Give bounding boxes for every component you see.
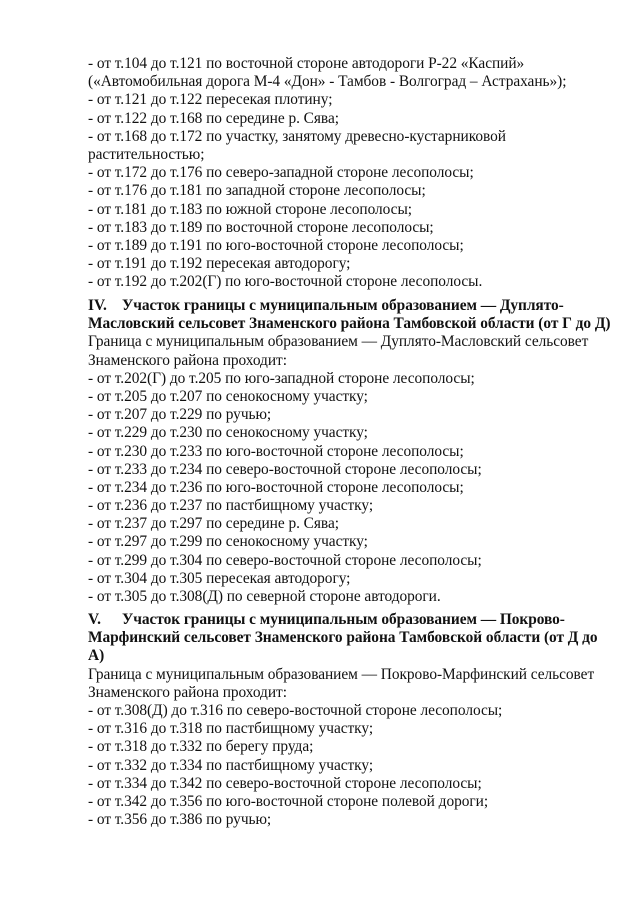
boundary-line: - от т.318 до т.332 по берегу пруда; [88, 738, 314, 756]
section-3-tail [88, 55, 618, 291]
boundary-line: - от т.297 до т.299 по сенокосному участку; [88, 533, 368, 551]
boundary-line: - от т.234 до т.236 по юго-восточной стороне лесополосы; [88, 478, 464, 496]
section-4-heading-text: Участок границы с муниципальным образованием — Дуплято- [122, 297, 564, 314]
boundary-line: - от т.172 до т.176 по северо-западной стороне лесополосы; [88, 164, 474, 182]
section-5-heading-line-3: А) [88, 647, 105, 665]
boundary-line: - от т.181 до т.183 по южной стороне лесополосы; [88, 200, 412, 218]
boundary-line: - от т.205 до т.207 по сенокосному участку; [88, 387, 368, 405]
boundary-line: - от т.236 до т.237 по пастбищному участку; [88, 497, 374, 515]
section-5-intro: Знаменского района проходит: [88, 683, 287, 701]
section-5-intro: Граница с муниципальным образованием — Покрово-Марфинский сельсовет [88, 665, 595, 683]
boundary-line: - от т.229 до т.230 по сенокосному участку; [88, 424, 368, 442]
section-5-heading-line-2: Марфинский сельсовет Знаменского района Тамбовской области (от Д до [88, 629, 598, 647]
boundary-line: - от т.304 до т.305 пересекая автодорогу; [88, 569, 351, 587]
boundary-line: - от т.332 до т.334 по пастбищному участку; [88, 756, 374, 774]
boundary-line: - от т.121 до т.122 пересекая плотину; [88, 91, 333, 109]
section-4 [88, 297, 618, 606]
boundary-line: - от т.122 до т.168 по середине р. Сява; [88, 109, 339, 127]
boundary-line: - от т.305 до т.308(Д) по северной стороне автодороги. [88, 588, 441, 605]
section-5 [88, 611, 618, 829]
boundary-line: - от т.299 до т.304 по северо-восточной стороне лесополосы; [88, 551, 482, 569]
boundary-line: - от т.189 до т.191 по юго-восточной стороне лесополосы; [88, 236, 464, 254]
section-4-numeral: IV. [88, 297, 107, 314]
boundary-line: растительностью; [88, 145, 205, 163]
boundary-line: - от т.356 до т.386 по ручью; [88, 811, 272, 829]
section-4-heading-line-2: Масловский сельсовет Знаменского района Тамбовской области (от Г до Д) [88, 315, 611, 333]
boundary-line: - от т.233 до т.234 по северо-восточной стороне лесополосы; [88, 460, 482, 478]
boundary-line: - от т.207 до т.229 по ручью; [88, 406, 272, 424]
boundary-line: - от т.342 до т.356 по юго-восточной стороне полевой дороги; [88, 792, 489, 810]
boundary-line: - от т.202(Г) до т.205 по юго-западной стороне лесополосы; [88, 369, 475, 387]
section-4-intro: Знаменского района проходит: [88, 351, 287, 369]
boundary-line: - от т.230 до т.233 по юго-восточной стороне лесополосы; [88, 442, 464, 460]
section-4-heading-line-1 [88, 297, 618, 315]
boundary-line: - от т.176 до т.181 по западной стороне лесополосы; [88, 182, 426, 200]
boundary-line: - от т.334 до т.342 по северо-восточной стороне лесополосы; [88, 774, 482, 792]
boundary-line: - от т.168 до т.172 по участку, занятому древесно-кустарниковой [88, 127, 506, 145]
boundary-line: - от т.183 до т.189 по восточной стороне лесополосы; [88, 218, 434, 236]
boundary-line: - от т.104 до т.121 по восточной стороне автодороги Р-22 «Каспий» [88, 55, 525, 72]
section-5-heading-line-1 [88, 611, 618, 629]
section-5-numeral: V. [88, 611, 101, 628]
boundary-line: - от т.308(Д) до т.316 по северо-восточной стороне лесополосы; [88, 701, 503, 719]
section-4-intro: Граница с муниципальным образованием — Дуплято-Масловский сельсовет [88, 333, 589, 351]
boundary-line: - от т.316 до т.318 по пастбищному участку; [88, 720, 374, 738]
boundary-line: («Автомобильная дорога М-4 «Дон» - Тамбов - Волгоград – Астрахань»); [88, 73, 567, 91]
boundary-line: - от т.237 до т.297 по середине р. Сява; [88, 515, 339, 533]
boundary-line: - от т.192 до т.202(Г) по юго-восточной стороне лесополосы. [88, 273, 483, 291]
boundary-line: - от т.191 до т.192 пересекая автодорогу; [88, 255, 351, 273]
section-5-heading-text: Участок границы с муниципальным образованием — Покрово- [122, 611, 565, 628]
